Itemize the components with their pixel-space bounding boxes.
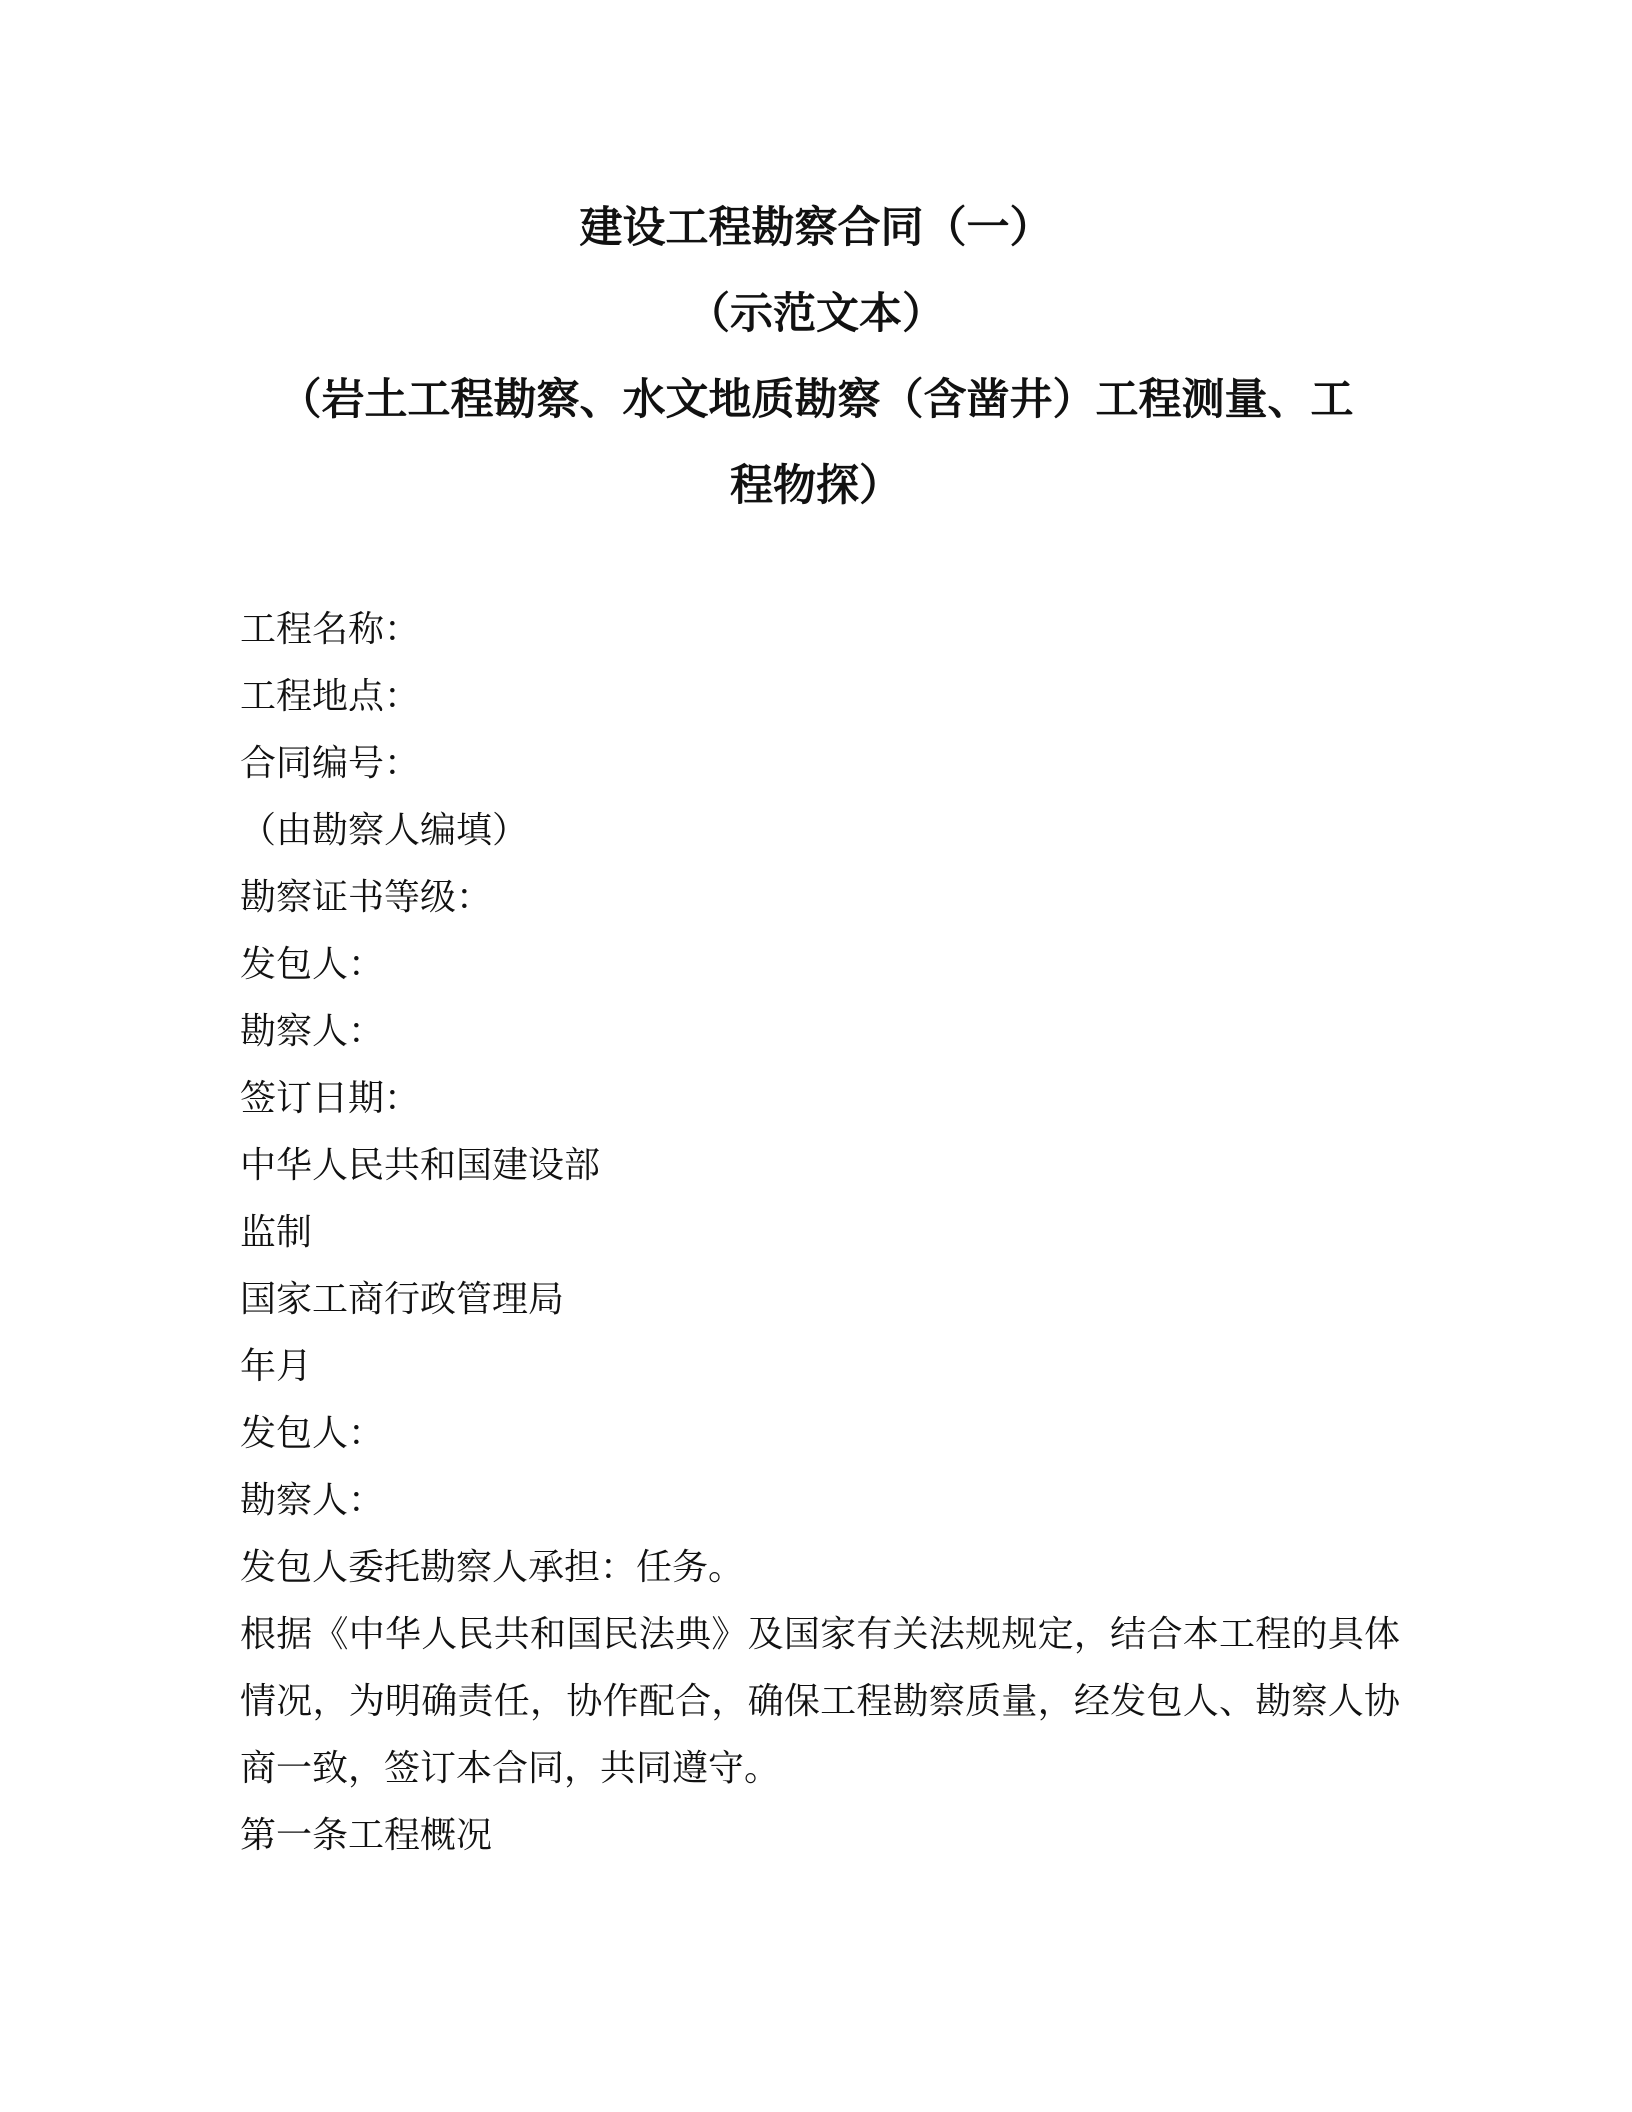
article-1-heading: 第一条工程概况 (240, 1815, 493, 1856)
field-signing-date: 签订日期： (240, 1078, 421, 1119)
contract-surveyor: 勘察人： (240, 1480, 385, 1521)
field-project-location: 工程地点： (240, 676, 421, 717)
field-filled-by-note: （由勘察人编填） (240, 810, 529, 851)
document-body (240, 596, 1400, 1869)
field-contract-number: 合同编号： (240, 743, 421, 784)
title-line-main: 建设工程勘察合同（一） (579, 203, 1053, 253)
issuer-supervise: 监制 (240, 1212, 313, 1253)
field-certificate-level: 勘察证书等级： (240, 877, 493, 918)
field-surveyor: 勘察人： (240, 1011, 385, 1052)
document-title (230, 185, 1402, 529)
title-line-scope: （岩土工程勘察、水文地质勘察（含凿井）工程测量、工 (278, 375, 1354, 425)
title-line-scope-cont: 程物探） (730, 461, 902, 511)
contract-employer: 发包人： (240, 1413, 385, 1454)
contract-entrust-statement: 发包人委托勘察人承担：任务。 (240, 1547, 745, 1588)
issue-year-month: 年月 (240, 1346, 313, 1387)
field-employer: 发包人： (240, 944, 385, 985)
field-project-name: 工程名称： (240, 609, 421, 650)
contract-preamble: 根据《中华人民共和国民法典》及国家有关法规规定，结合本工程的具体情况，为明确责任，协作配合，确保工程勘察质量，经发包人、勘察人协商一致，签订本合同，共同遵守。 (240, 1614, 1400, 1789)
issuer-admin-bureau: 国家工商行政管理局 (240, 1279, 565, 1320)
title-line-model-text: （示范文本） (687, 289, 945, 339)
issuer-ministry: 中华人民共和国建设部 (240, 1145, 601, 1186)
